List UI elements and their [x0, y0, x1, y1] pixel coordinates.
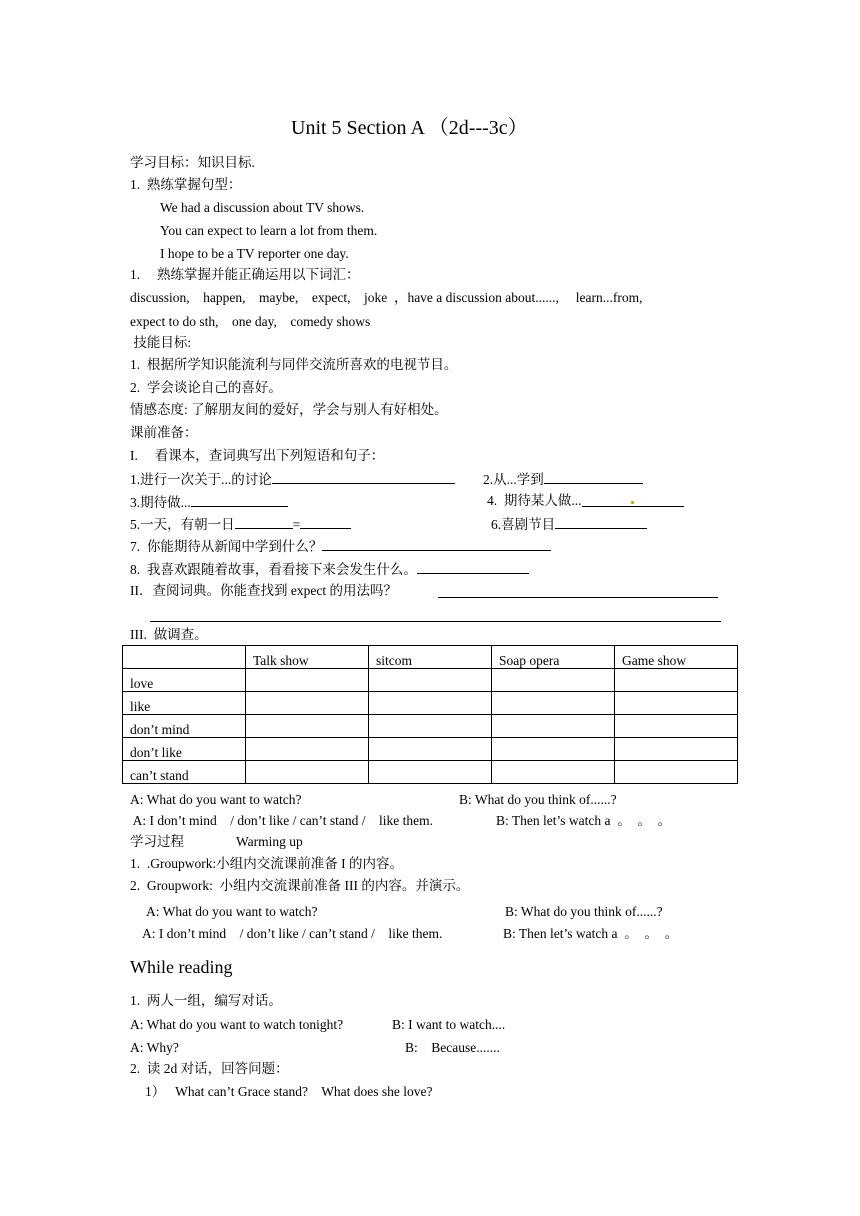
marker-dot: [631, 501, 634, 504]
dialog-2-b: B: What do you think of......?: [505, 904, 663, 919]
groupwork-1: 1. .Groupwork:小组内交流课前准备 I 的内容。: [130, 856, 403, 871]
question-5: 5.一天，有朝一日 =: [130, 515, 351, 533]
dialog-2-b2: B: Then let’s watch a 。 。 。: [503, 926, 679, 941]
table-cell[interactable]: [246, 669, 369, 692]
table-header-cell: sitcom: [369, 646, 492, 669]
table-cell[interactable]: [615, 669, 738, 692]
table-header-cell: [123, 646, 246, 669]
answer-blank-1[interactable]: [272, 470, 455, 484]
sentence-1: We had a discussion about TV shows.: [160, 200, 365, 215]
table-cell[interactable]: [492, 692, 615, 715]
answer-line-part2-a[interactable]: [438, 597, 718, 598]
reading-dialog-a2: A: Why?: [130, 1040, 179, 1055]
table-cell[interactable]: [246, 761, 369, 784]
survey-table: [122, 645, 738, 784]
question-2: 2.从...学到: [483, 470, 643, 488]
row-label: don’t like: [123, 738, 246, 761]
while-reading-item-2: 2. 读 2d 对话，回答问题：: [130, 1061, 289, 1076]
table-row: [123, 761, 738, 784]
answer-blank-2[interactable]: [544, 470, 643, 484]
objective-item-1: 1. 熟练掌握句型：: [130, 177, 242, 192]
table-cell[interactable]: [369, 692, 492, 715]
table-cell[interactable]: [615, 692, 738, 715]
reading-question-1: 1） What can’t Grace stand? What does she love?: [145, 1084, 433, 1099]
answer-blank-5a[interactable]: [235, 515, 293, 529]
table-row: [123, 692, 738, 715]
row-label: like: [123, 692, 246, 715]
answer-blank-4[interactable]: [582, 493, 684, 507]
table-cell[interactable]: [369, 738, 492, 761]
preparation-heading: 课前准备：: [130, 425, 198, 440]
answer-blank-8[interactable]: [417, 560, 529, 574]
part-1-heading: I. 看课本，查词典写出下列短语和句子：: [130, 448, 385, 463]
question-7: 7. 你能期待从新闻中学到什么？: [130, 537, 551, 555]
answer-blank-5b[interactable]: [300, 515, 351, 529]
sentence-3: I hope to be a TV reporter one day.: [160, 246, 349, 261]
table-cell[interactable]: [492, 761, 615, 784]
table-cell[interactable]: [615, 761, 738, 784]
table-row: [123, 715, 738, 738]
table-cell[interactable]: [369, 669, 492, 692]
dialog-1-a2: A: I don’t mind / don’t like / can’t stand / like them.: [130, 813, 433, 828]
part-3-heading: III. 做调查。: [130, 627, 208, 642]
table-header-cell: Soap opera: [492, 646, 615, 669]
table-cell[interactable]: [369, 715, 492, 738]
answer-blank-7[interactable]: [322, 537, 551, 551]
attitude-line: 情感态度: 了解朋友间的爱好，学会与别人有好相处。: [130, 402, 448, 417]
table-row: [123, 669, 738, 692]
question-1: 1.进行一次关于...的讨论: [130, 470, 455, 488]
objective-item-2: 1. 熟练掌握并能正确运用以下词汇：: [130, 267, 360, 282]
table-cell[interactable]: [492, 738, 615, 761]
reading-dialog-a1: A: What do you want to watch tonight?: [130, 1017, 344, 1032]
question-8: 8. 我喜欢跟随着故事，看看接下来会发生什么。: [130, 560, 529, 578]
while-reading-item-1: 1. 两人一组，编写对话。: [130, 993, 282, 1008]
table-header-cell: Game show: [615, 646, 738, 669]
vocab-line-1: discussion, happen, maybe, expect, joke ，have a discussion about......, learn...from,: [130, 290, 643, 305]
skill-heading: 技能目标:: [130, 335, 192, 350]
groupwork-2: 2. Groupwork: 小组内交流课前准备 III 的内容。并演示。: [130, 878, 470, 893]
table-header-row: [123, 646, 738, 669]
dialog-1-b2: B: Then let’s watch a 。 。 。: [496, 813, 672, 828]
table-cell[interactable]: [615, 738, 738, 761]
answer-line-part2-b[interactable]: [150, 621, 721, 622]
vocab-line-2: expect to do sth, one day, comedy shows: [130, 314, 371, 329]
sentence-2: You can expect to learn a lot from them.: [160, 223, 378, 238]
skill-item-1: 1. 根据所学知识能流利与同伴交流所喜欢的电视节目。: [130, 357, 458, 372]
page-title: Unit 5 Section A （2d---3c）: [291, 117, 528, 139]
answer-blank-6[interactable]: [555, 515, 647, 529]
while-reading-heading: While reading: [130, 957, 233, 977]
table-row: [123, 738, 738, 761]
reading-dialog-b1: B: I want to watch....: [392, 1017, 506, 1032]
table-cell[interactable]: [246, 738, 369, 761]
table-header-cell: Talk show: [246, 646, 369, 669]
objectives-heading: 学习目标：知识目标.: [130, 155, 255, 170]
process-heading: 学习过程: [130, 834, 184, 849]
dialog-2-a: A: What do you want to watch?: [146, 904, 318, 919]
dialog-2-a2: A: I don’t mind / don’t like / can’t stand / like them.: [142, 926, 443, 941]
table-cell[interactable]: [492, 715, 615, 738]
row-label: can’t stand: [123, 761, 246, 784]
question-3: 3.期待做...: [130, 493, 288, 511]
table-cell[interactable]: [615, 715, 738, 738]
row-label: don’t mind: [123, 715, 246, 738]
dialog-1-b: B: What do you think of......?: [459, 792, 617, 807]
part-2-heading: II．查阅词典。你能查找到 expect 的用法吗？: [130, 583, 397, 598]
skill-item-2: 2. 学会谈论自己的喜好。: [130, 380, 282, 395]
answer-blank-3[interactable]: [191, 493, 288, 507]
process-sub: Warming up: [236, 834, 303, 849]
question-6: 6.喜剧节目: [491, 515, 647, 533]
dialog-1-a: A: What do you want to watch?: [130, 792, 302, 807]
table-cell[interactable]: [492, 669, 615, 692]
row-label: love: [123, 669, 246, 692]
table-cell[interactable]: [246, 692, 369, 715]
question-4: 4. 期待某人做...: [487, 493, 684, 509]
reading-dialog-b2: B: Because.......: [405, 1040, 500, 1055]
table-cell[interactable]: [369, 761, 492, 784]
table-cell[interactable]: [246, 715, 369, 738]
